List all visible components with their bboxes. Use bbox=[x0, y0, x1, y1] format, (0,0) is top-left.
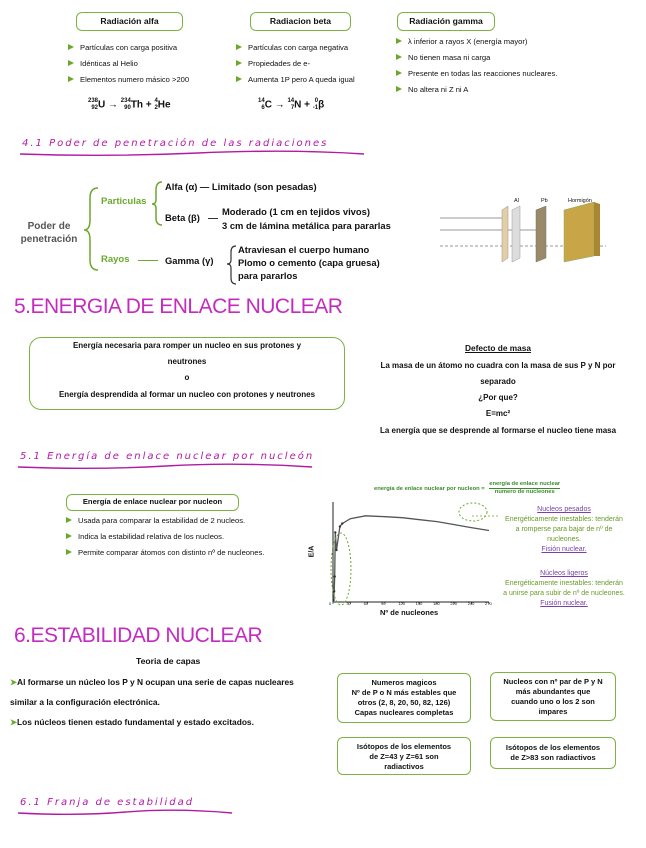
section-4-1-title: 4.1 Poder de penetración de las radiaciones bbox=[22, 138, 329, 149]
graph-xlabel: Nº de nucleones bbox=[380, 608, 439, 617]
capas-title: Teoria de capas bbox=[136, 656, 201, 666]
x-tick-label: 120 bbox=[398, 601, 406, 606]
section-5-title: 5.ENERGIA DE ENLACE NUCLEAR bbox=[14, 295, 343, 318]
penetration-illustration bbox=[436, 196, 614, 266]
gamma-title: Radiación gamma bbox=[397, 12, 495, 31]
isotopos-1-line-1: Isótopos de los elementos bbox=[356, 742, 452, 751]
pares-line-3: cuando uno o los 2 son bbox=[511, 697, 595, 706]
isotopos-2-box bbox=[490, 737, 616, 769]
light-nuclei-highlight bbox=[331, 533, 351, 605]
list-item: Indica la estabilidad relativa de los nucleos. bbox=[66, 532, 264, 541]
rayos-label: Rayos bbox=[101, 254, 130, 265]
label-al: Al bbox=[514, 198, 519, 204]
pesados-text: Energéticamente inestables: tenderán a romperse para bajar de nº de nucleones. bbox=[505, 516, 623, 543]
pares-box bbox=[490, 672, 616, 721]
defecto-line-3: ¿Por que? bbox=[478, 393, 518, 402]
x-tick-label: 60 bbox=[363, 601, 369, 606]
pares-line-2: más abundantes que bbox=[515, 687, 591, 696]
list-item: Idénticas al Helio bbox=[68, 59, 189, 68]
pares-line-4: impares bbox=[538, 707, 568, 716]
section-5-1-underline bbox=[16, 463, 316, 471]
alpha-equation: 238 92U → 234 90Th + 4 2He bbox=[88, 98, 171, 111]
list-item: Presente en todas las reacciones nucleares. bbox=[396, 69, 557, 78]
pares-line-1: Nucleos con nº par de P y N bbox=[503, 677, 603, 686]
rayos-connector bbox=[138, 260, 158, 261]
list-item: λ inferior a rayos X (energía mayor) bbox=[396, 37, 557, 46]
isotopos-1-box bbox=[337, 737, 471, 775]
alfa-branch: Alfa (α) — Limitado (son pesadas) bbox=[165, 181, 317, 192]
data-point bbox=[341, 522, 343, 524]
enlace-line-4: Energía desprendida al formar un nucleo con protones y neutrones bbox=[58, 390, 316, 399]
enlace-line-3: o bbox=[184, 373, 190, 382]
section-6-title: 6.ESTABILIDAD NUCLEAR bbox=[14, 624, 263, 647]
pesados-note bbox=[503, 505, 625, 555]
ligeros-note bbox=[503, 569, 625, 609]
list-item: No tienen masa ni carga bbox=[396, 53, 557, 62]
por-nucleon-list bbox=[66, 516, 264, 564]
binding-energy-curve bbox=[334, 516, 489, 600]
x-tick-label: 180 bbox=[433, 601, 440, 606]
gamma-brace bbox=[226, 244, 238, 286]
ligeros-text: Energéticamente inestables: tenderán a unirse para subir de nº de nucleones. bbox=[503, 580, 625, 597]
alpha-title: Radiación alfa bbox=[76, 12, 183, 31]
gamma-list bbox=[396, 37, 557, 101]
defecto-line-5: La energía que se desprende al formarse el nucleo tiene masa bbox=[379, 426, 617, 435]
defecto-line-2: separado bbox=[480, 377, 516, 386]
beta-connector bbox=[208, 218, 218, 219]
list-item: Aumenta 1P pero A queda igual bbox=[236, 75, 355, 84]
isotopos-2-line-2: de Z>83 son radiactivos bbox=[510, 753, 596, 762]
list-item: Propiedades de e- bbox=[236, 59, 355, 68]
beta-title: Radiacion beta bbox=[250, 12, 351, 31]
label-hormigon: Hormigón bbox=[568, 198, 592, 204]
magicos-line-1: Numeros magicos bbox=[371, 678, 437, 687]
section-5-1-title: 5.1 Energía de enlace nuclear por nucleón bbox=[20, 451, 315, 462]
penetration-root: Poder de penetración bbox=[20, 221, 78, 245]
gamma-branch: Gamma (γ) bbox=[165, 255, 214, 266]
beta-equation: 14 6C → 14 7N + 0 -1β bbox=[258, 98, 325, 111]
beta-desc-2: 3 cm de lámina metálica para pararlas bbox=[222, 220, 391, 231]
section-4-1-underline bbox=[18, 150, 368, 158]
capas-line-3: ➤Los núcleos tienen estado fundamental y estado excitados. bbox=[10, 717, 254, 727]
list-item: Permite comparar átomos con distinto nº de nucleones. bbox=[66, 548, 264, 557]
defecto-line-4: E=mc² bbox=[485, 409, 511, 418]
graph-ylabel: E/A bbox=[308, 545, 316, 558]
isotopos-2-line-1: Isótopos de los elementos bbox=[505, 743, 601, 752]
gamma-desc-1: Atraviesan el cuerpo humano bbox=[238, 244, 370, 255]
x-tick-label: 0 bbox=[329, 601, 332, 606]
x-tick-labels bbox=[313, 601, 493, 609]
enlace-line-2: neutrones bbox=[167, 357, 207, 366]
data-point bbox=[335, 549, 337, 551]
pesados-title: Nucleos pesados bbox=[537, 506, 591, 513]
list-item: Partículas con carga negativa bbox=[236, 43, 355, 52]
section-6-1-underline bbox=[16, 809, 236, 817]
alpha-list bbox=[68, 43, 189, 91]
isotopos-1-line-2: de Z=43 y Z=61 son bbox=[369, 752, 439, 761]
pesados-link: Fisión nuclear. bbox=[541, 546, 587, 553]
por-nucleon-title: Energía de enlace nuclear por nucleon bbox=[66, 494, 239, 511]
x-tick-label: 150 bbox=[415, 601, 423, 606]
defecto-title: Defecto de masa bbox=[465, 343, 531, 353]
list-item: Elementos numero másico >200 bbox=[68, 75, 189, 84]
graph-formula: energía de enlace nuclear por nucleon = energía de enlace nuclear numero de nucleones bbox=[374, 481, 561, 495]
magicos-line-4: Capas nucleares completas bbox=[354, 708, 454, 717]
beta-desc-1: Moderado (1 cm en tejidos vivos) bbox=[222, 206, 370, 217]
capas-line-1: ➤Al formarse un núcleo los P y N ocupan una serie de capas nucleares bbox=[10, 677, 294, 687]
x-tick-label: 270 bbox=[485, 601, 492, 606]
particulas-label: Particulas bbox=[101, 196, 147, 207]
beta-list bbox=[236, 43, 355, 91]
magicos-line-3: otros (2, 8, 20, 50, 82, 126) bbox=[357, 698, 451, 707]
magicos-line-2: Nº de P o N más estables que bbox=[351, 688, 457, 697]
data-point bbox=[334, 575, 336, 577]
list-item: No altera ni Z ni A bbox=[396, 85, 557, 94]
x-tick-label: 30 bbox=[346, 601, 351, 606]
label-pb: Pb bbox=[541, 198, 548, 204]
data-point bbox=[339, 525, 341, 527]
ligeros-title: Núcleos ligeros bbox=[540, 570, 588, 577]
x-tick-label: 210 bbox=[450, 601, 458, 606]
list-item: Partículas con carga positiva bbox=[68, 43, 189, 52]
ligeros-link: Fusión nuclear. bbox=[540, 600, 588, 607]
x-tick-label: 240 bbox=[467, 601, 475, 606]
section-6-1-title: 6.1 Franja de estabilidad bbox=[20, 797, 195, 808]
capas-line-2: similar a la configuración electrónica. bbox=[10, 697, 160, 707]
gamma-desc-2: Plomo o cemento (capa gruesa) bbox=[238, 257, 380, 268]
isotopos-1-line-3: radiactivos bbox=[384, 762, 424, 771]
gamma-desc-3: para pararlos bbox=[238, 270, 298, 281]
magicos-box bbox=[337, 673, 471, 723]
defecto-line-1: La masa de un átomo no cuadra con la masa de sus P y N por bbox=[380, 361, 616, 370]
data-point bbox=[334, 531, 336, 533]
x-tick-label: 90 bbox=[381, 601, 386, 606]
binding-energy-chart bbox=[313, 494, 493, 614]
beta-branch: Beta (β) bbox=[165, 212, 200, 223]
tree-braces bbox=[80, 180, 170, 280]
enlace-line-1: Energía necesaria para romper un nucleo en sus protones y bbox=[72, 341, 302, 350]
list-item: Usada para comparar la estabilidad de 2 nucleos. bbox=[66, 516, 264, 525]
